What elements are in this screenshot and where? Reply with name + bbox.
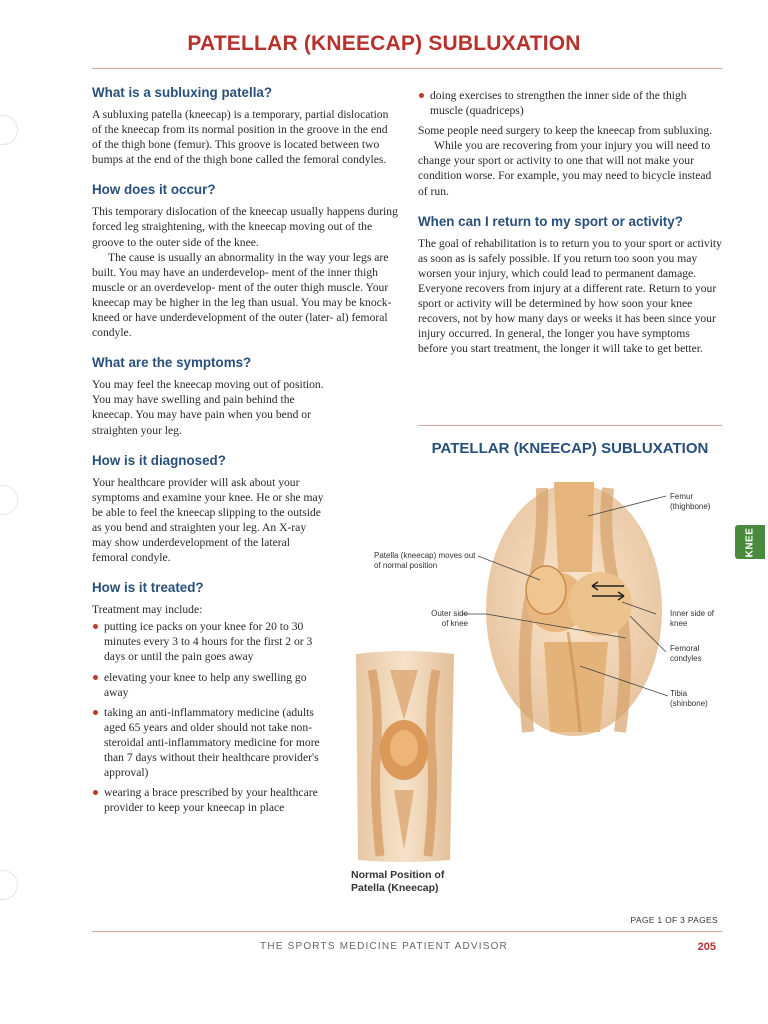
punch-hole [0,870,18,900]
paragraph: This temporary dislocation of the kneecap usually happens during forced leg straightening, with the kneecap moving out of the groove to the outer side of the knee. [92,205,398,249]
section-how-occur [92,181,398,340]
tab-label: KNEE [744,527,756,557]
figure-leader-lines [430,490,680,710]
section-heading: What are the symptoms? [92,355,252,371]
section-heading: How is it diagnosed? [92,452,226,468]
list-item: doing exercises to strengthen the inner side of the thigh muscle (quadriceps) [418,88,722,118]
treatment-list-continued [418,88,722,118]
paragraph: A subluxing patella (kneecap) is a temporary, partial dislocation of the kneecap from its normal position in the groove in the end of the thigh bone (femur). This groove is located between two bumps at the end of the thigh bone called the femoral condyles. [92,108,389,167]
page-number: 205 [697,941,716,953]
paragraph: Some people need surgery to keep the kneecap from subluxing. [418,124,713,138]
list-item: wearing a brace prescribed by your healthcare provider to keep your kneecap in place [92,785,332,815]
figure-divider [418,425,722,426]
section-heading: When can I return to my sport or activity? [418,213,683,229]
paragraph: The cause is usually an abnormality in the way your legs are built. You may have an underdevelop- ment of the inner thigh muscle or an overdevelop- ment of the outer thigh muscle. Your kneecap may be higher in the leg than usual. You may be knock- kneed or have underdevelopment of the outer (later- al) femoral condyle. [92,250,392,340]
section-what-is [92,84,398,167]
paragraph: Treatment may include: [92,603,203,617]
footer-text: THE SPORTS MEDICINE PATIENT ADVISOR [260,941,508,952]
page-count: PAGE 1 OF 3 PAGES [630,915,718,925]
section-return [418,213,722,357]
label-outer-side: Outer side of knee [431,609,468,628]
list-item: taking an anti-inflammatory medicine (adults aged 65 years and older should not take non-steroidal anti-inflammatory medicine for more than 7 days without their healthcare provider's approval) [92,705,332,780]
section-heading: How is it treated? [92,580,204,596]
list-item: elevating your knee to help any swelling go away [92,670,332,700]
label-femur: Femur (thighbone) [670,492,711,511]
label-inner-side: Inner side of knee [670,609,715,628]
punch-hole [0,115,18,145]
label-tibia: Tibia (shinbone) [670,689,708,708]
right-column [418,84,722,370]
figure-title: PATELLAR (KNEECAP) SUBLUXATION [431,440,709,457]
paragraph: Your healthcare provider will ask about your symptoms and examine your knee. He or she may be able to feel the kneecap slipping to the outside as you bend and straighten your leg. An X-ray may show underdevelopment of the lateral femoral condyle. [92,475,324,565]
treatment-list [92,619,332,815]
paragraph: The goal of rehabilitation is to return you to your sport or activity as soon as is safely possible. If you return too soon you may worsen your injury, which could lead to permanent damage. Everyone recovers from injury at a different rate. Return to your sport or activity will be determined by how soon your knee recovers, not by how many days or weeks it has been since your injury occurred. In general, the longer you have symptoms before you start treatment, the longer it will take to get better. [418,236,722,356]
punch-hole [0,485,18,515]
section-tab-knee [735,525,765,559]
title-divider [92,68,722,69]
section-heading: How does it occur? [92,182,216,198]
label-patella-moves: Patella (kneecap) moves out of normal position [374,551,476,570]
footer-divider [92,931,722,932]
section-diagnosed [92,452,398,566]
page-title: PATELLAR (KNEECAP) SUBLUXATION [187,32,581,55]
label-condyles: Femoral condyles [670,644,702,663]
section-symptoms [92,354,398,437]
list-item: putting ice packs on your knee for 20 to 30 minutes every 3 to 4 hours for the first 2 or 3 days or until the pain goes away [92,619,332,664]
normal-position-caption: Normal Position of Patella (Kneecap) [351,869,445,894]
section-heading: What is a subluxing patella? [92,85,273,100]
paragraph: You may feel the kneecap moving out of position. You may have swelling and pain behind the kneecap. You may have pain when you bend or straighten your leg. [92,378,324,437]
paragraph: While you are recovering from your injury you will need to change your sport or activity to one that will not make your condition worse. For example, you may need to bicycle instead of run. [418,139,712,198]
